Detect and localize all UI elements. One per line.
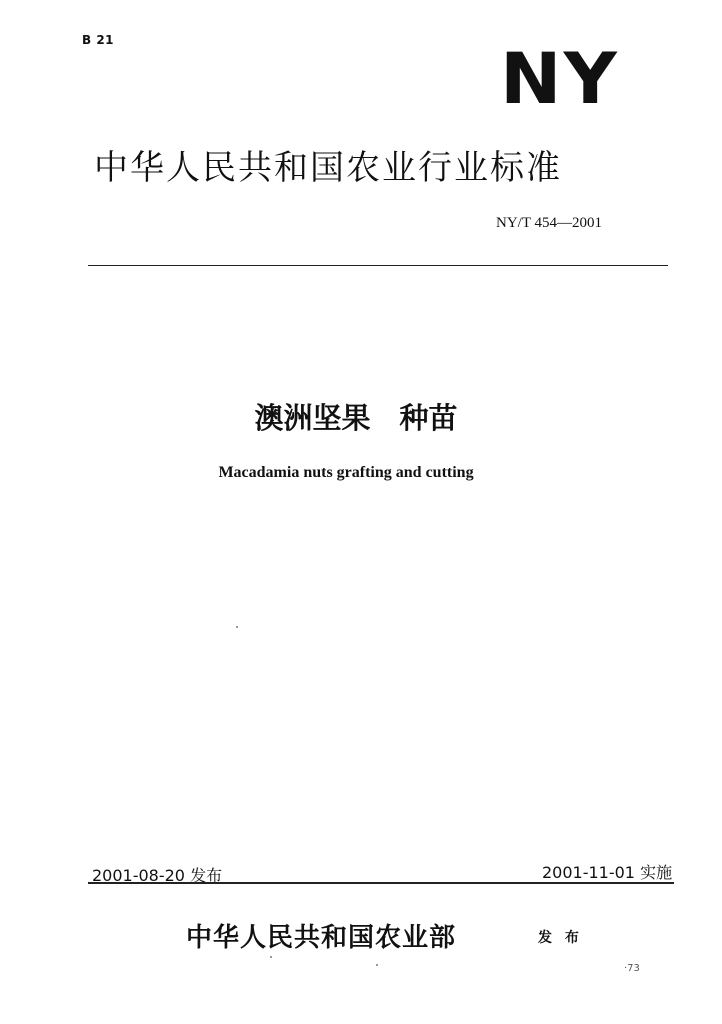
standard-category-title: 中华人民共和国农业行业标准	[94, 148, 562, 188]
standard-number: NY/T 454—2001	[496, 215, 602, 231]
top-divider	[88, 265, 668, 266]
bottom-divider	[88, 882, 674, 884]
document-title-chinese: 澳洲坚果 种苗	[254, 401, 458, 435]
scan-speck	[376, 964, 378, 966]
scan-speck	[270, 956, 272, 958]
classification-code: B 21	[82, 33, 115, 47]
document-title-english: Macadamia nuts grafting and cutting	[218, 464, 474, 481]
issue-date: 2001-08-20 发布	[92, 866, 223, 885]
scan-speck	[236, 626, 238, 628]
page-number: ·73	[624, 963, 640, 974]
ny-standard-logo: NY	[500, 38, 619, 120]
publisher-name: 中华人民共和国农业部	[186, 923, 457, 953]
publisher-action: 发 布	[538, 930, 583, 946]
implementation-date: 2001-11-01 实施	[542, 863, 673, 882]
